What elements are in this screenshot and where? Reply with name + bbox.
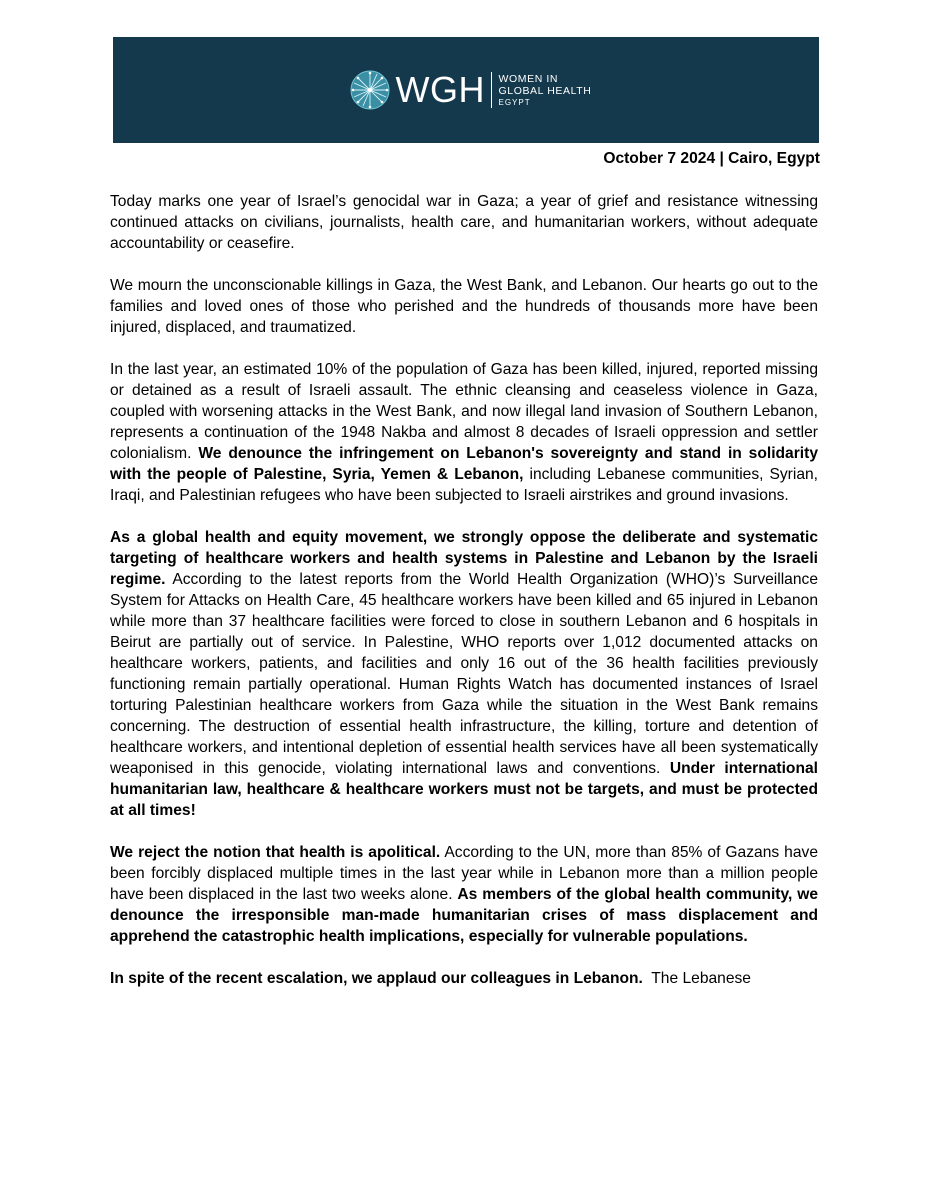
paragraph-2: We mourn the unconscionable killings in Gaza, the West Bank, and Lebanon. Our hearts go out to the families and loved ones of those who perished and the hundreds of thousands more have been injured, displaced, and traumatized. bbox=[110, 277, 818, 336]
statement-body bbox=[110, 191, 818, 1010]
logo-line-2: GLOBAL HEALTH bbox=[498, 84, 592, 97]
paragraph-5-bold-c: As members of the global health community, we denounce the irresponsible man-made humanitarian crises of mass displacement and apprehend the catastrophic health implications, especially for vulnerable populations. bbox=[110, 886, 819, 945]
wgh-starburst-icon bbox=[349, 69, 391, 111]
logo-line-3: EGYPT bbox=[498, 97, 531, 107]
paragraph-1: Today marks one year of Israel’s genocidal war in Gaza; a year of grief and resistance witnessing continued attacks on civilians, journalists, health care, and humanitarian workers, without adequate accountability or ceasefire. bbox=[110, 193, 818, 252]
paragraph-6 bbox=[110, 968, 818, 989]
paragraph-3 bbox=[110, 359, 818, 506]
paragraph-4 bbox=[110, 527, 818, 821]
dateline: October 7 2024 | Cairo, Egypt bbox=[603, 150, 820, 167]
logo-acronym: WGH bbox=[395, 69, 485, 110]
wgh-logo bbox=[349, 69, 592, 111]
paragraph-4-bold-a: As a global health and equity movement, we strongly oppose the deliberate and systematic targeting of healthcare workers and health systems in Palestine and Lebanon by the Israeli regime. bbox=[110, 529, 818, 588]
paragraph-3-text-c: including Lebanese communities, Syrian, Iraqi, and Palestinian refugees who have been subjected to Israeli airstrikes and ground invasions. bbox=[110, 466, 819, 504]
header-banner bbox=[113, 37, 819, 143]
paragraph-5-bold-a: We reject the notion that health is apolitical. bbox=[110, 844, 441, 861]
logo-divider bbox=[491, 72, 493, 108]
logo-wordmark bbox=[498, 73, 591, 108]
paragraph-5-text: According to the UN, more than 85% of Gazans have been forcibly displaced multiple times in the last year while in Lebanon more than a million people have been displaced in the last two weeks alone. bbox=[110, 844, 818, 903]
paragraph-3-text-a: In the last year, an estimated 10% of the population of Gaza has been killed, injured, reported missing or detained as a result of Israeli assault. The ethnic cleansing and ceaseless violence in Gaza, coupled with worsening attacks in the West Bank, and now illegal land invasion of Southern Lebanon, represents a continuation of the 1948 Nakba and almost 8 decades of Israeli oppression and settler colonialism. bbox=[110, 361, 818, 462]
paragraph-6-bold: In spite of the recent escalation, we applaud our colleagues in Lebanon. bbox=[110, 970, 643, 987]
paragraph-6-text: The Lebanese bbox=[642, 970, 751, 987]
logo-line-1: WOMEN IN bbox=[498, 72, 559, 85]
paragraph-5 bbox=[110, 842, 818, 947]
paragraph-4-text: According to the latest reports from the World Health Organization (WHO)’s Surveillance System for Attacks on Health Care, 45 healthcare workers have been killed and 65 injured in Lebanon while more than 37 healthcare facilities were forced to close in southern Lebanon and 6 hospitals in Beirut are partially out of service. In Palestine, WHO reports over 1,012 documented attacks on healthcare workers, patients, and facilities and only 16 out of the 36 health facilities previously functioning remain partially operational. Human Rights Watch has documented instances of Israel torturing Palestinian healthcare workers from Gaza while the situation in the West Bank remains concerning. The destruction of essential health infrastructure, the killing, torture and detention of healthcare workers, and intentional depletion of essential health services have all been systematically weaponised in this genocide, violating international laws and conventions. bbox=[110, 571, 818, 777]
paragraph-3-bold: We denounce the infringement on Lebanon's sovereignty and stand in solidarity with the people of Palestine, Syria, Yemen & Lebanon, bbox=[110, 445, 818, 483]
paragraph-4-bold-c: Under international humanitarian law, healthcare & healthcare workers must not be targets, and must be protected at all times! bbox=[110, 760, 818, 819]
